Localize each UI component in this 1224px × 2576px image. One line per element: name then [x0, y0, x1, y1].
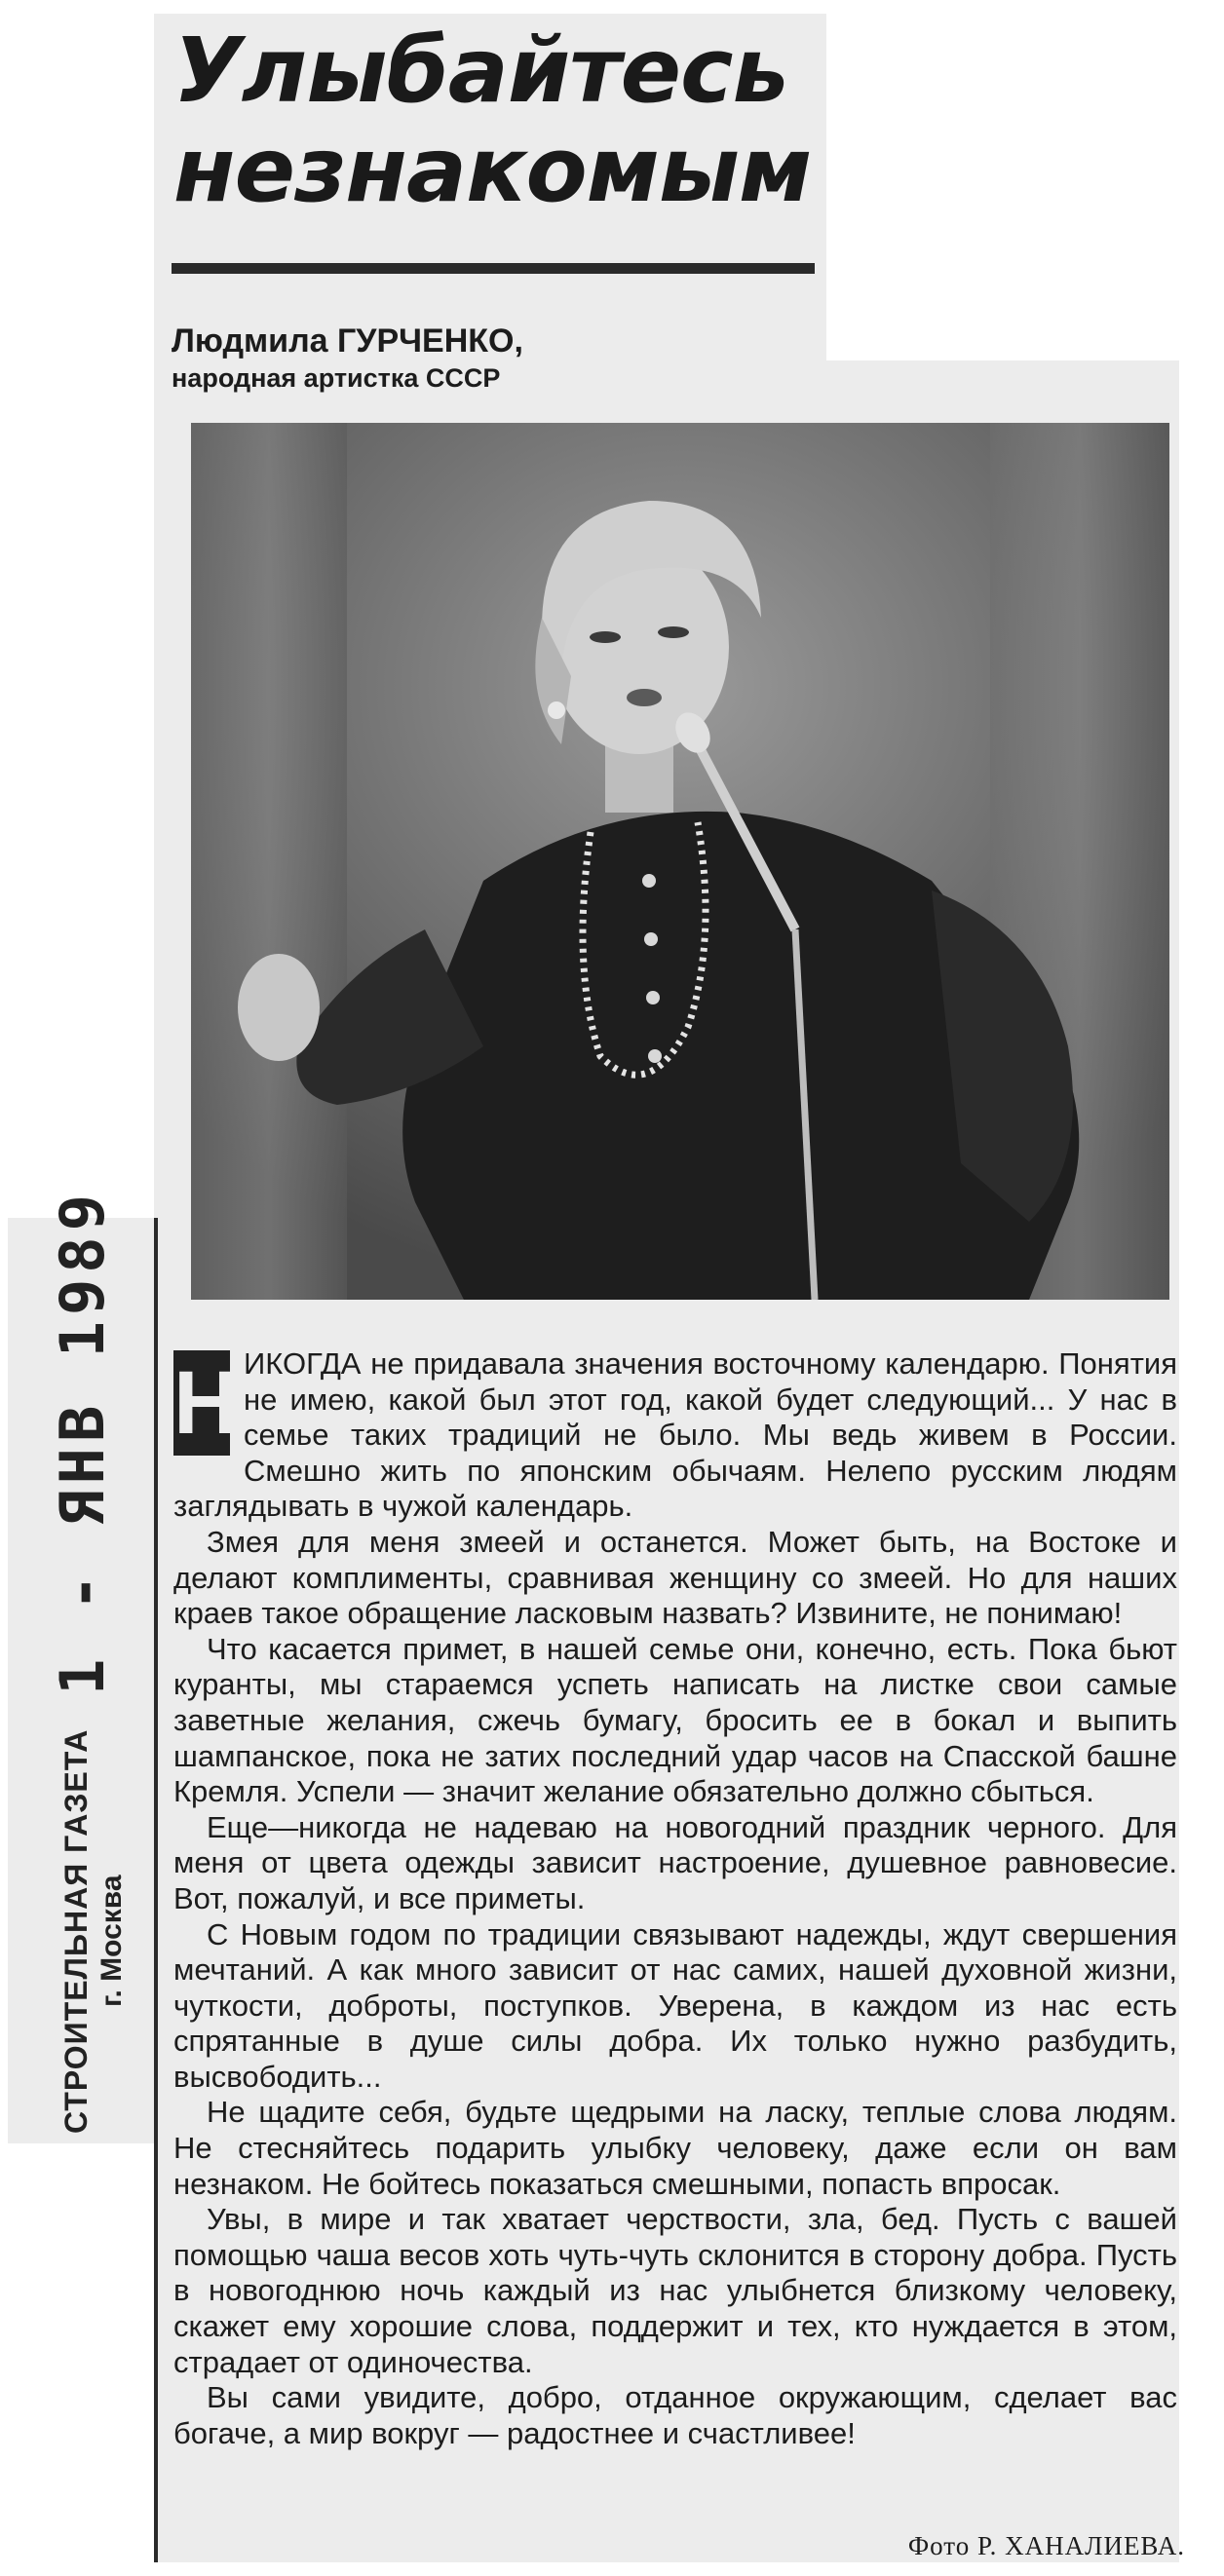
headline-line-2: незнакомым	[173, 118, 812, 222]
article-paragraph: Вы сами увидите, добро, отданное окружающим, сделает вас богаче, а мир вокруг — радостнее и счастливее!	[173, 2380, 1177, 2450]
photo-illustration	[191, 423, 1169, 1300]
stamp-newspaper-name: СТРОИТЕЛЬНАЯ ГАЗЕТА	[58, 1728, 94, 2134]
article-paragraph: Увы, в мире и так хватает черствости, зла, бед. Пусть с вашей помощью чаша весов хоть чуть-чуть склонится в сторону добра. Пусть в новогоднюю ночь каждый из нас улыбнется близкому человеку, скажет ему хорошие слова, поддержит и тех, кто нуждается в этом, страдает от одиночества.	[173, 2202, 1177, 2379]
article-paragraph: Что касается примет, в нашей семье они, конечно, есть. Пока бьют куранты, мы стараемся успеть написать на листке свои самые заветные желания, сжечь бумагу, бросить ее в бокал и выпить шампанское, пока не затих последний удар часов на Спасской башне Кремля. Успели — значит желание обязательно должно сбыться.	[173, 1631, 1177, 1809]
article-paragraph	[173, 1346, 1177, 1525]
article-paragraph: Не щадите себя, будьте щедрыми на ласку, теплые слова людям. Не стесняйтесь подарить улыбку человеку, даже если он вам незнаком. Не бойтесь показаться смешными, попасть впросак.	[173, 2095, 1177, 2201]
stamp-date: 1 - ЯНВ 1989	[47, 1189, 118, 1695]
article-paragraph: Змея для меня змеей и останется. Может быть, на Востоке и делают комплименты, сравнивая женщину со змеей. Но для наших краев такое обращение ласковым назвать? Извините, не понимаю!	[173, 1524, 1177, 1631]
headline-line-1: Улыбайтесь	[173, 19, 788, 123]
headline-underline	[172, 263, 815, 274]
headline	[173, 21, 836, 220]
article-paragraph: Еще—никогда не надеваю на новогодний праздник черного. Для меня от цвета одежды зависит настроение, душевное равновесие. Вот, пожалуй, и все приметы.	[173, 1809, 1177, 1915]
drop-cap: Н	[173, 1350, 230, 1456]
clipping-cut-edge	[826, 14, 1179, 360]
article-body	[173, 1346, 1177, 2451]
photo-credit: Фото Р. ХАНАЛИЕВА.	[907, 2531, 1185, 2560]
author-name: Людмила ГУРЧЕНКО,	[172, 322, 523, 360]
author-title: народная артистка СССР	[172, 363, 501, 393]
singer-photo	[191, 423, 1169, 1300]
column-divider	[154, 1218, 158, 2562]
stamp-city: г. Москва	[96, 1875, 128, 2007]
paragraph-text: ИКОГДА не придавала значения восточному календарю. Понятия не имею, какой был этот год, какой будет следующий... У нас в семье таких традиций не было. Мы ведь живем в России. Смешно жить по японским обычаям. Нелепо русским людям заглядывать в чужой календарь.	[173, 1346, 1177, 1524]
article-paragraph: С Новым годом по традиции связывают надежды, ждут свершения мечтаний. А как много зависит от нас самих, нашей духовной жизни, чуткости, доброты, поступков. Уверена, в каждом из нас есть спрятанные в душе силы добра. Их только нужно разбудить, высвободить...	[173, 1916, 1177, 2094]
